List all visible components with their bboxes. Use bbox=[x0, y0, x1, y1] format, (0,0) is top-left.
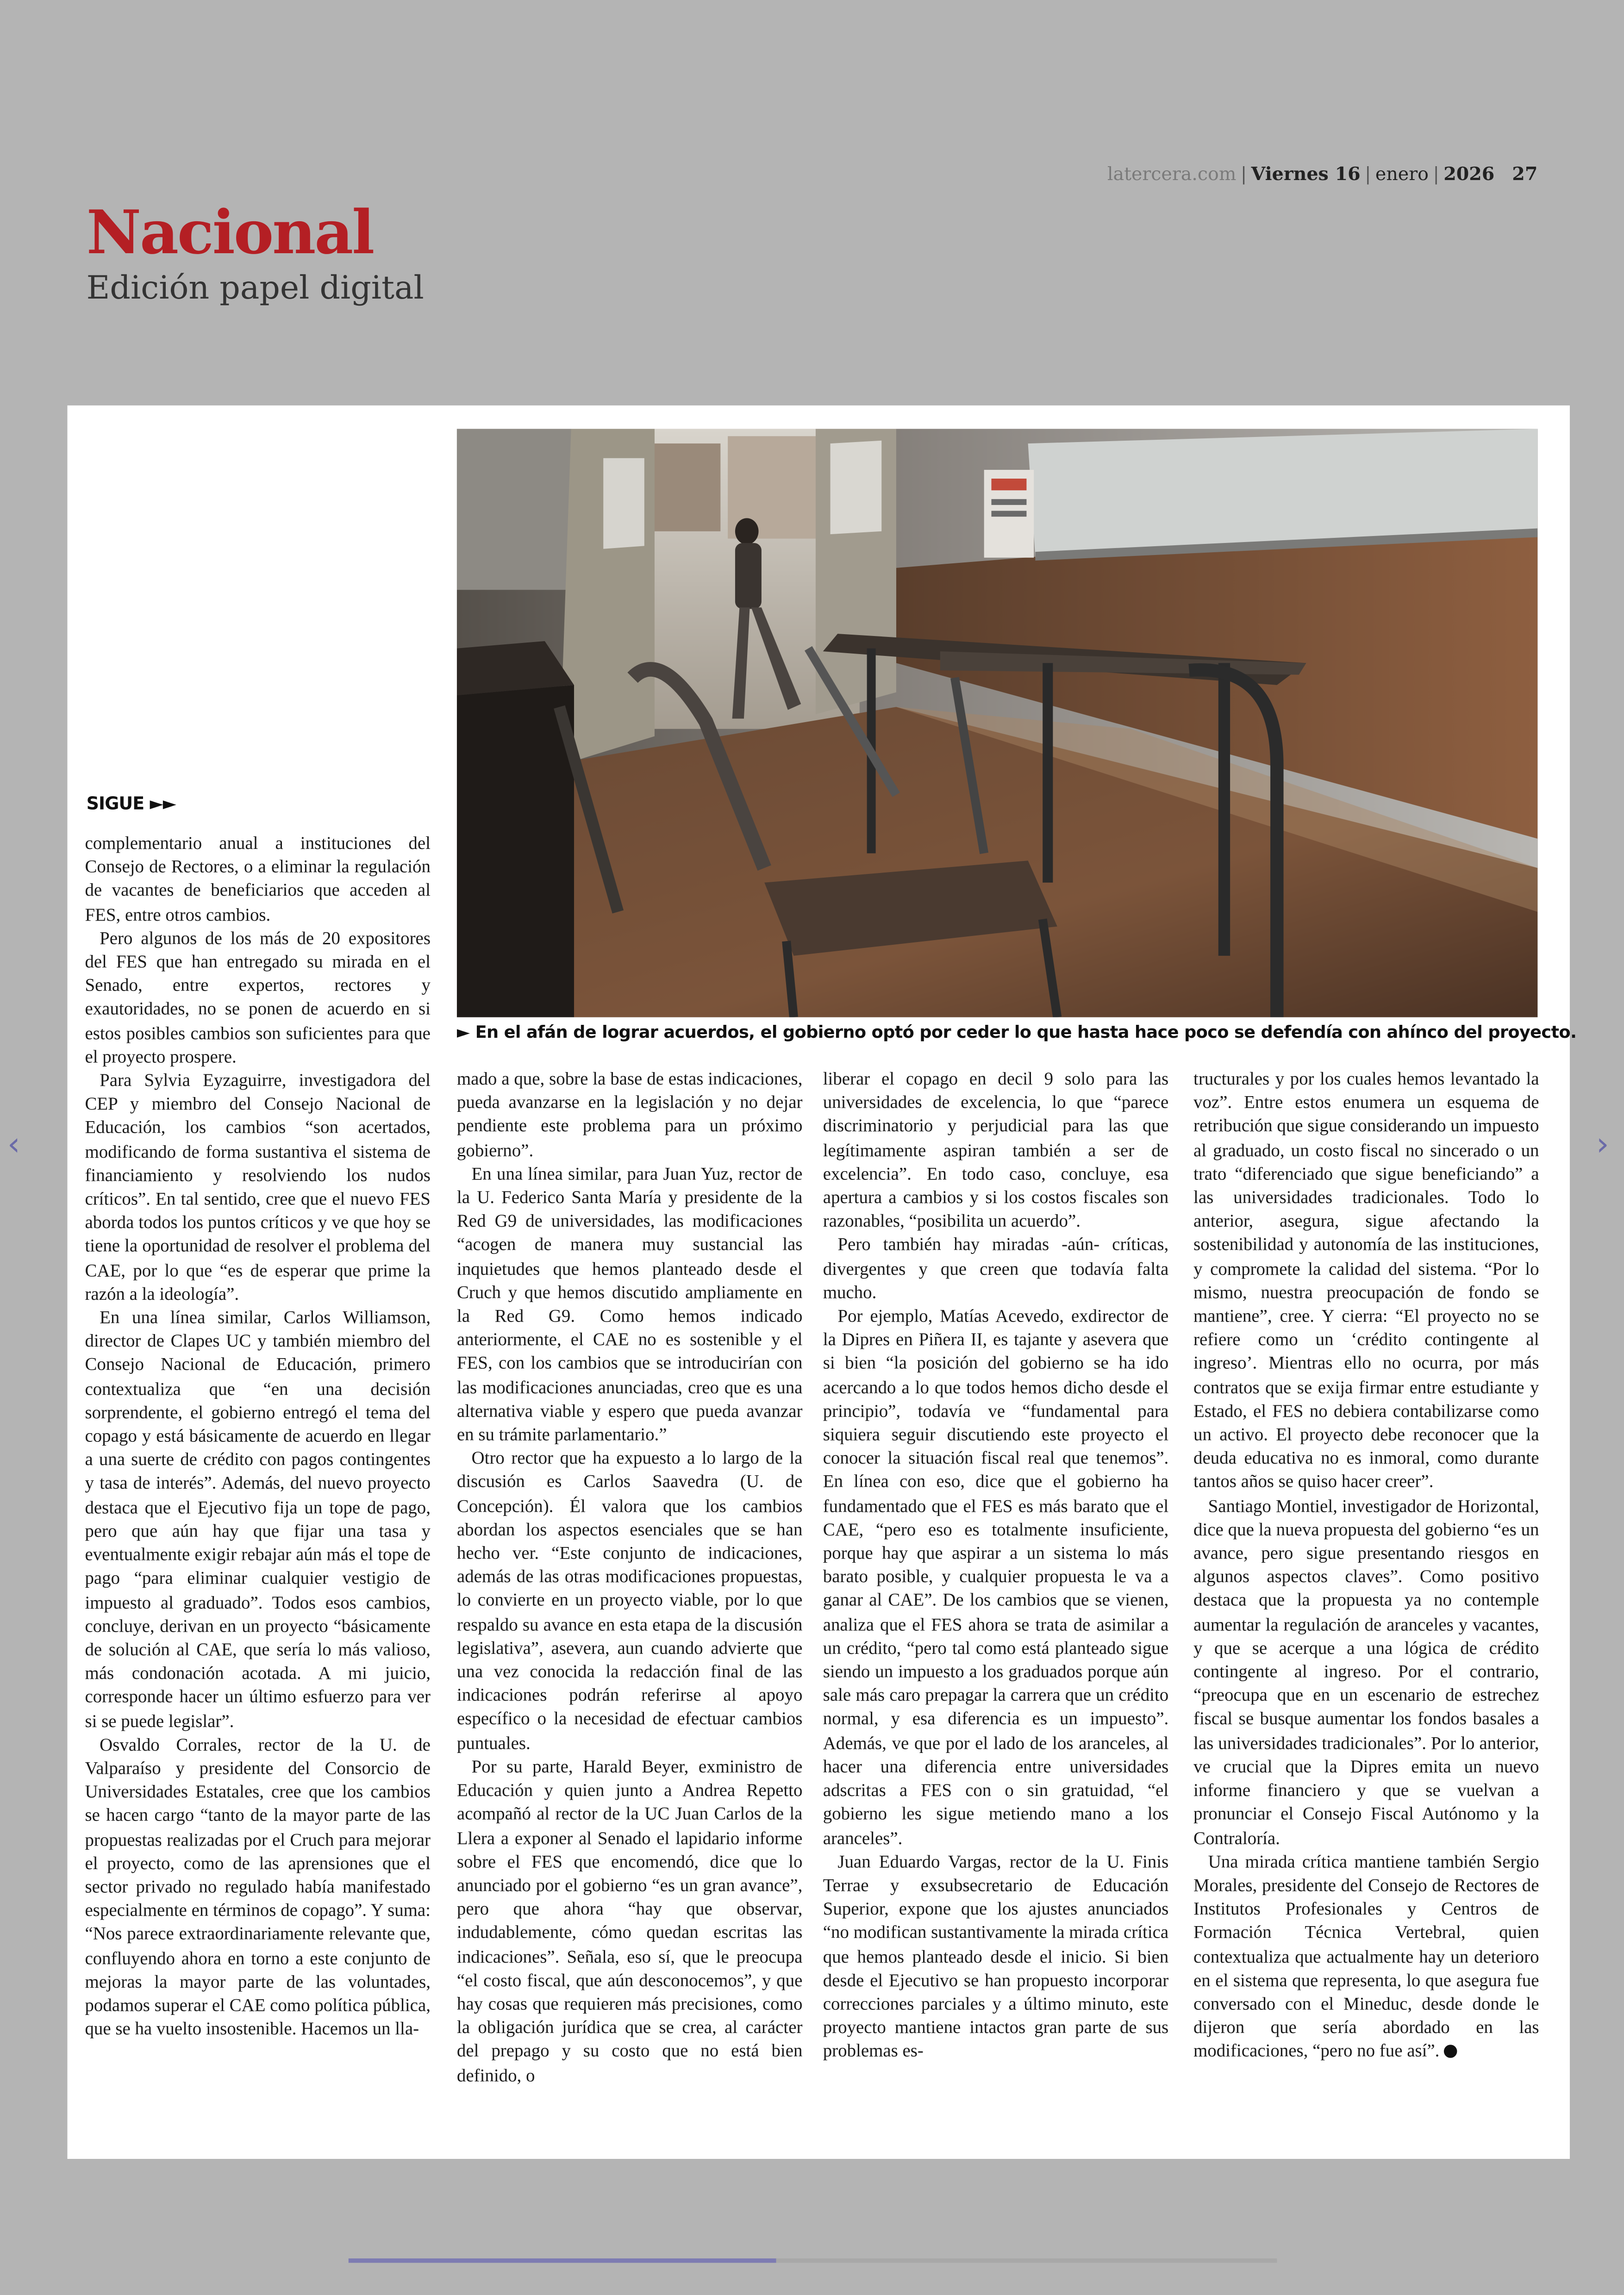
classroom-photo-icon bbox=[457, 429, 1537, 1017]
article-column-3 bbox=[823, 1067, 1169, 2063]
section-subtitle: Edición papel digital bbox=[86, 270, 424, 308]
paragraph: Para Sylvia Eyzaguirre, investigadora del CEP y miembro del Consejo Nacional de Educación, los cambios “son acertados, modificando de forma sustantiva el sistema de financiamiento y resolviendo los nudos críticos”. En tal sentido, cree que el nuevo FES aborda todos los puntos críticos y ve que hoy se tiene la oportunidad de resolver el problema del CAE, por lo que “es de esperar que prime la razón a la ideología”. bbox=[85, 1070, 431, 1304]
article-column-2 bbox=[457, 1067, 803, 2087]
paragraph: Osvaldo Corrales, rector de la U. de Valparaíso y presidente del Consorcio de Universidades Estatales, cree que los cambios se hacen cargo “tanto de la mayor parte de las propuestas realizadas por el Cruch para mejorar el proyecto, como de las aprensiones que el sector privado no regulado había manifestado especialmente en términos de copago”. Y suma: “Nos parece extraordinariamente relevante que, confluyendo ahora en torno a este conjunto de mejoras la mayor parte de las voluntades, podamos superar el CAE como política pública, que se ha vuelto insostenible. Hacemos un lla- bbox=[85, 1734, 431, 2039]
paragraph: Por su parte, Harald Beyer, exministro de Educación y quien junto a Andrea Repetto acompañó al rector de la UC Juan Carlos de la Llera a exponer al Senado el lapidario informe sobre el FES que encomendó, dice que lo anunciado por el gobierno “es un gran avance”, pero que ahora “hay que observar, indudablemente, cómo quedan escritas las indicaciones”. Señala, eso sí, que le preocupa “el costo fiscal, que aún desconocemos”, y que hay cosas que requieren más precisiones, como la obligación jurídica que se crea, al carácter del prepago y su costo que no está bien definido, o bbox=[456, 1756, 803, 2085]
paragraph: En una línea similar, Carlos Williamson, director de Clapes UC y también miembro del Consejo Nacional de Educación, primero contextualiza que “en una decisión sorprendente, el gobierno entregó el tema del copago y está básicamente de acuerdo en llegar a una suerte de crédito con pagos contingentes y tasa de interés”. Además, del nuevo proyecto destaca que el Ejecutivo fija un tope de pago, pero que aún hay que fijar una tasa y eventualmente exigir rebajar aún más el tope de pago “para eliminar cualquier vestigio de impuesto al graduado”. Todos esos cambios, concluye, derivan en un proyecto “básicamente de solución al CAE, que sería lo más valioso, más condonación acotada. A mi juicio, corresponde hacer un último esfuerzo para ver si se puede legislar”. bbox=[85, 1307, 431, 1731]
reading-progress-fill bbox=[349, 2258, 775, 2263]
paragraph: Por ejemplo, Matías Acevedo, exdirector de la Dipres en Piñera II, es tajante y asevera que si bien “la posición del gobierno se ha ido acercando a lo que todos hemos dicho desde el principio”, todavía ve “fundamental para siquiera seguir discutiendo este proyecto el conocer la situación fiscal real que tenemos”. En línea con eso, dice que el gobierno ha fundamentado que el FES es más barato que el CAE, “pero eso es totalmente insuficiente, porque hay que aspirar a un sistema lo más barato posible, y cualquier propuesta le va a ganar al CAE”. De los cambios que se vienen, analiza que el FES ahora se trata de asimilar a un crédito, “pero tal como está planteado sigue siendo un impuesto a los graduados porque aún sale más caro prepagar la carrera que un crédito normal, y esa diferencia es un impuesto”. Además, ve que por el lado de los aranceles, al hacer una diferencia entre universidades adscritas a FES con o sin gratuidad, “el gobierno les sigue metiendo mano a los aranceles”. bbox=[823, 1305, 1169, 1848]
paragraph bbox=[1193, 1850, 1539, 2063]
paragraph-text: Una mirada crítica mantiene también Sergio Morales, presidente del Consejo de Rectores de Institutos Profesionales y Centros de Formación Técnica Vertebral, quien contextualiza que actualmente hay un deterioro en el sistema que representa, lo que asegura fue conversado con el Mineduc, desde donde le dijeron que sería abordado en las modificaciones, “pero no fue así”. bbox=[1193, 1851, 1539, 2062]
header-year: 2026 bbox=[1443, 162, 1495, 185]
page-header-meta: latercera.com | Viernes 16 | enero | 2026 27 bbox=[1107, 162, 1538, 185]
article-column-4 bbox=[1193, 1067, 1539, 2063]
chevron-left-icon: ‹ bbox=[7, 1127, 20, 1164]
photo-caption: ► En el afán de lograr acuerdos, el gobierno optó por ceder lo que hasta hace poco se defendía con ahínco del proyecto. bbox=[456, 1022, 1577, 1042]
end-of-article-icon bbox=[1444, 2045, 1457, 2058]
paragraph: Santiago Montiel, investigador de Horizontal, dice que la nueva propuesta del gobierno “es un avance, pero sigue presentando riesgos en algunos aspectos claves”. Como positivo destaca que la propuesta ya no contemple aumentar la regulación de aranceles y vacantes, y que se acerque a una lógica de crédito contingente al ingreso. Por el contrario, “preocupa que en un escenario de estrechez fiscal se busque aumentar los fondos basales a las universidades tradicionales”. Por lo anterior, ve crucial que la Dipres emita un nuevo informe financiero y que se vuelvan a pronunciar el Consejo Fiscal Autónomo y la Contraloría. bbox=[1193, 1495, 1539, 1848]
next-page-button[interactable] bbox=[1596, 1127, 1609, 1164]
section-title: Nacional bbox=[86, 197, 374, 268]
reading-progress-bar[interactable] bbox=[349, 2258, 1277, 2263]
article-column-1 bbox=[85, 831, 431, 2041]
article-page bbox=[68, 405, 1577, 2159]
paragraph: Pero algunos de los más de 20 expositores del FES que han entregado su mirada en el Senado, entre expertos, rectores y exautoridades, no se ponen de acuerdo en si estos posibles cambios son suficientes para que el proyecto prospere. bbox=[85, 928, 431, 1067]
header-month: enero bbox=[1375, 162, 1429, 185]
classroom-photo bbox=[457, 429, 1537, 1017]
paragraph: mado a que, sobre la base de estas indicaciones, pueda avanzarse en la legislación y no dejar pendiente este problema para un próximo gobierno”. bbox=[456, 1068, 803, 1160]
header-day: Viernes 16 bbox=[1251, 162, 1361, 185]
chevron-right-icon: › bbox=[1596, 1127, 1609, 1164]
sigue-label: SIGUE ►► bbox=[86, 793, 176, 814]
page-number: 27 bbox=[1512, 162, 1538, 185]
paragraph: Otro rector que ha expuesto a lo largo de la discusión es Carlos Saavedra (U. de Concepción). Él valora que los cambios abordan los aspectos esenciales que se han hecho ver. “Este conjunto de indicaciones, además de las otras modificaciones propuestas, lo convierte en un proyecto viable, por lo que respaldo su avance en esta etapa de la discusión legislativa”, asevera, aun cuando advierte que una vez conocida la redacción final de las indicaciones podrán referirse al apoyo específico o la necesidad de efectuar cambios puntuales. bbox=[456, 1448, 803, 1753]
paragraph: En una línea similar, para Juan Yuz, rector de la U. Federico Santa María y presidente de la Red G9 de universidades, las modificaciones “acogen de manera muy sustancial las inquietudes que hemos planteado desde el Cruch y que hemos discutido ampliamente en la Red G9. Como hemos indicado anteriormente, el CAE no es sostenible y el FES, con los cambios que se introducirían con las modificaciones anunciadas, creo que es una alternativa viable y espero que pueda avanzar en su trámite parlamentario.” bbox=[456, 1163, 803, 1445]
site-name[interactable]: latercera.com bbox=[1107, 162, 1237, 185]
paragraph: tructurales y por los cuales hemos levantado la voz”. Entre estos enumera un esquema de retribución que sigue considerando un impuesto al graduado, un costo fiscal no sincerado o un trato “diferenciado que sigue beneficiando” a las universidades tradicionales. Todo lo anterior, asegura, sigue afectando la sostenibilidad y autonomía de las instituciones, y compromete la calidad del sistema. “Por lo mismo, nuestra preocupación de fondo se mantiene”, cree. Y cierra: “El proyecto no se refiere como un ‘crédito contingente al ingreso’. Mientras ello no ocurra, por más contratos que se exija firmar entre estudiante y Estado, el FES no debiera contabilizarse como un activo. El proyecto debe reconocer que la deuda educativa no es inmoral, como durante tantos años se quiso hacer creer”. bbox=[1193, 1068, 1539, 1492]
previous-page-button[interactable] bbox=[7, 1127, 20, 1164]
paragraph: Pero también hay miradas -aún- críticas, divergentes y que creen que todavía falta mucho. bbox=[823, 1234, 1169, 1303]
paragraph: liberar el copago en decil 9 solo para las universidades de excelencia, lo que “parece discriminatorio y perjudicial para las que legítimamente aspiran también a ser de excelencia”. En todo caso, concluye, esa apertura a cambios y si los costos fiscales son razonables, “posibilita un acuerdo”. bbox=[823, 1068, 1169, 1231]
paragraph: Juan Eduardo Vargas, rector de la U. Finis Terrae y exsubsecretario de Educación Superior, expone que los ajustes anunciados “no modifican sustantivamente la mirada crítica que hemos planteado desde el inicio. Si bien desde el Ejecutivo se han propuesto incorporar correcciones parciales y a último minuto, este proyecto mantiene intactos gran parte de sus problemas es- bbox=[823, 1851, 1169, 2062]
paragraph: complementario anual a instituciones del Consejo de Rectores, o a eliminar la regulación de vacantes de beneficiarios que acceden al FES, entre otros cambios. bbox=[85, 833, 431, 925]
